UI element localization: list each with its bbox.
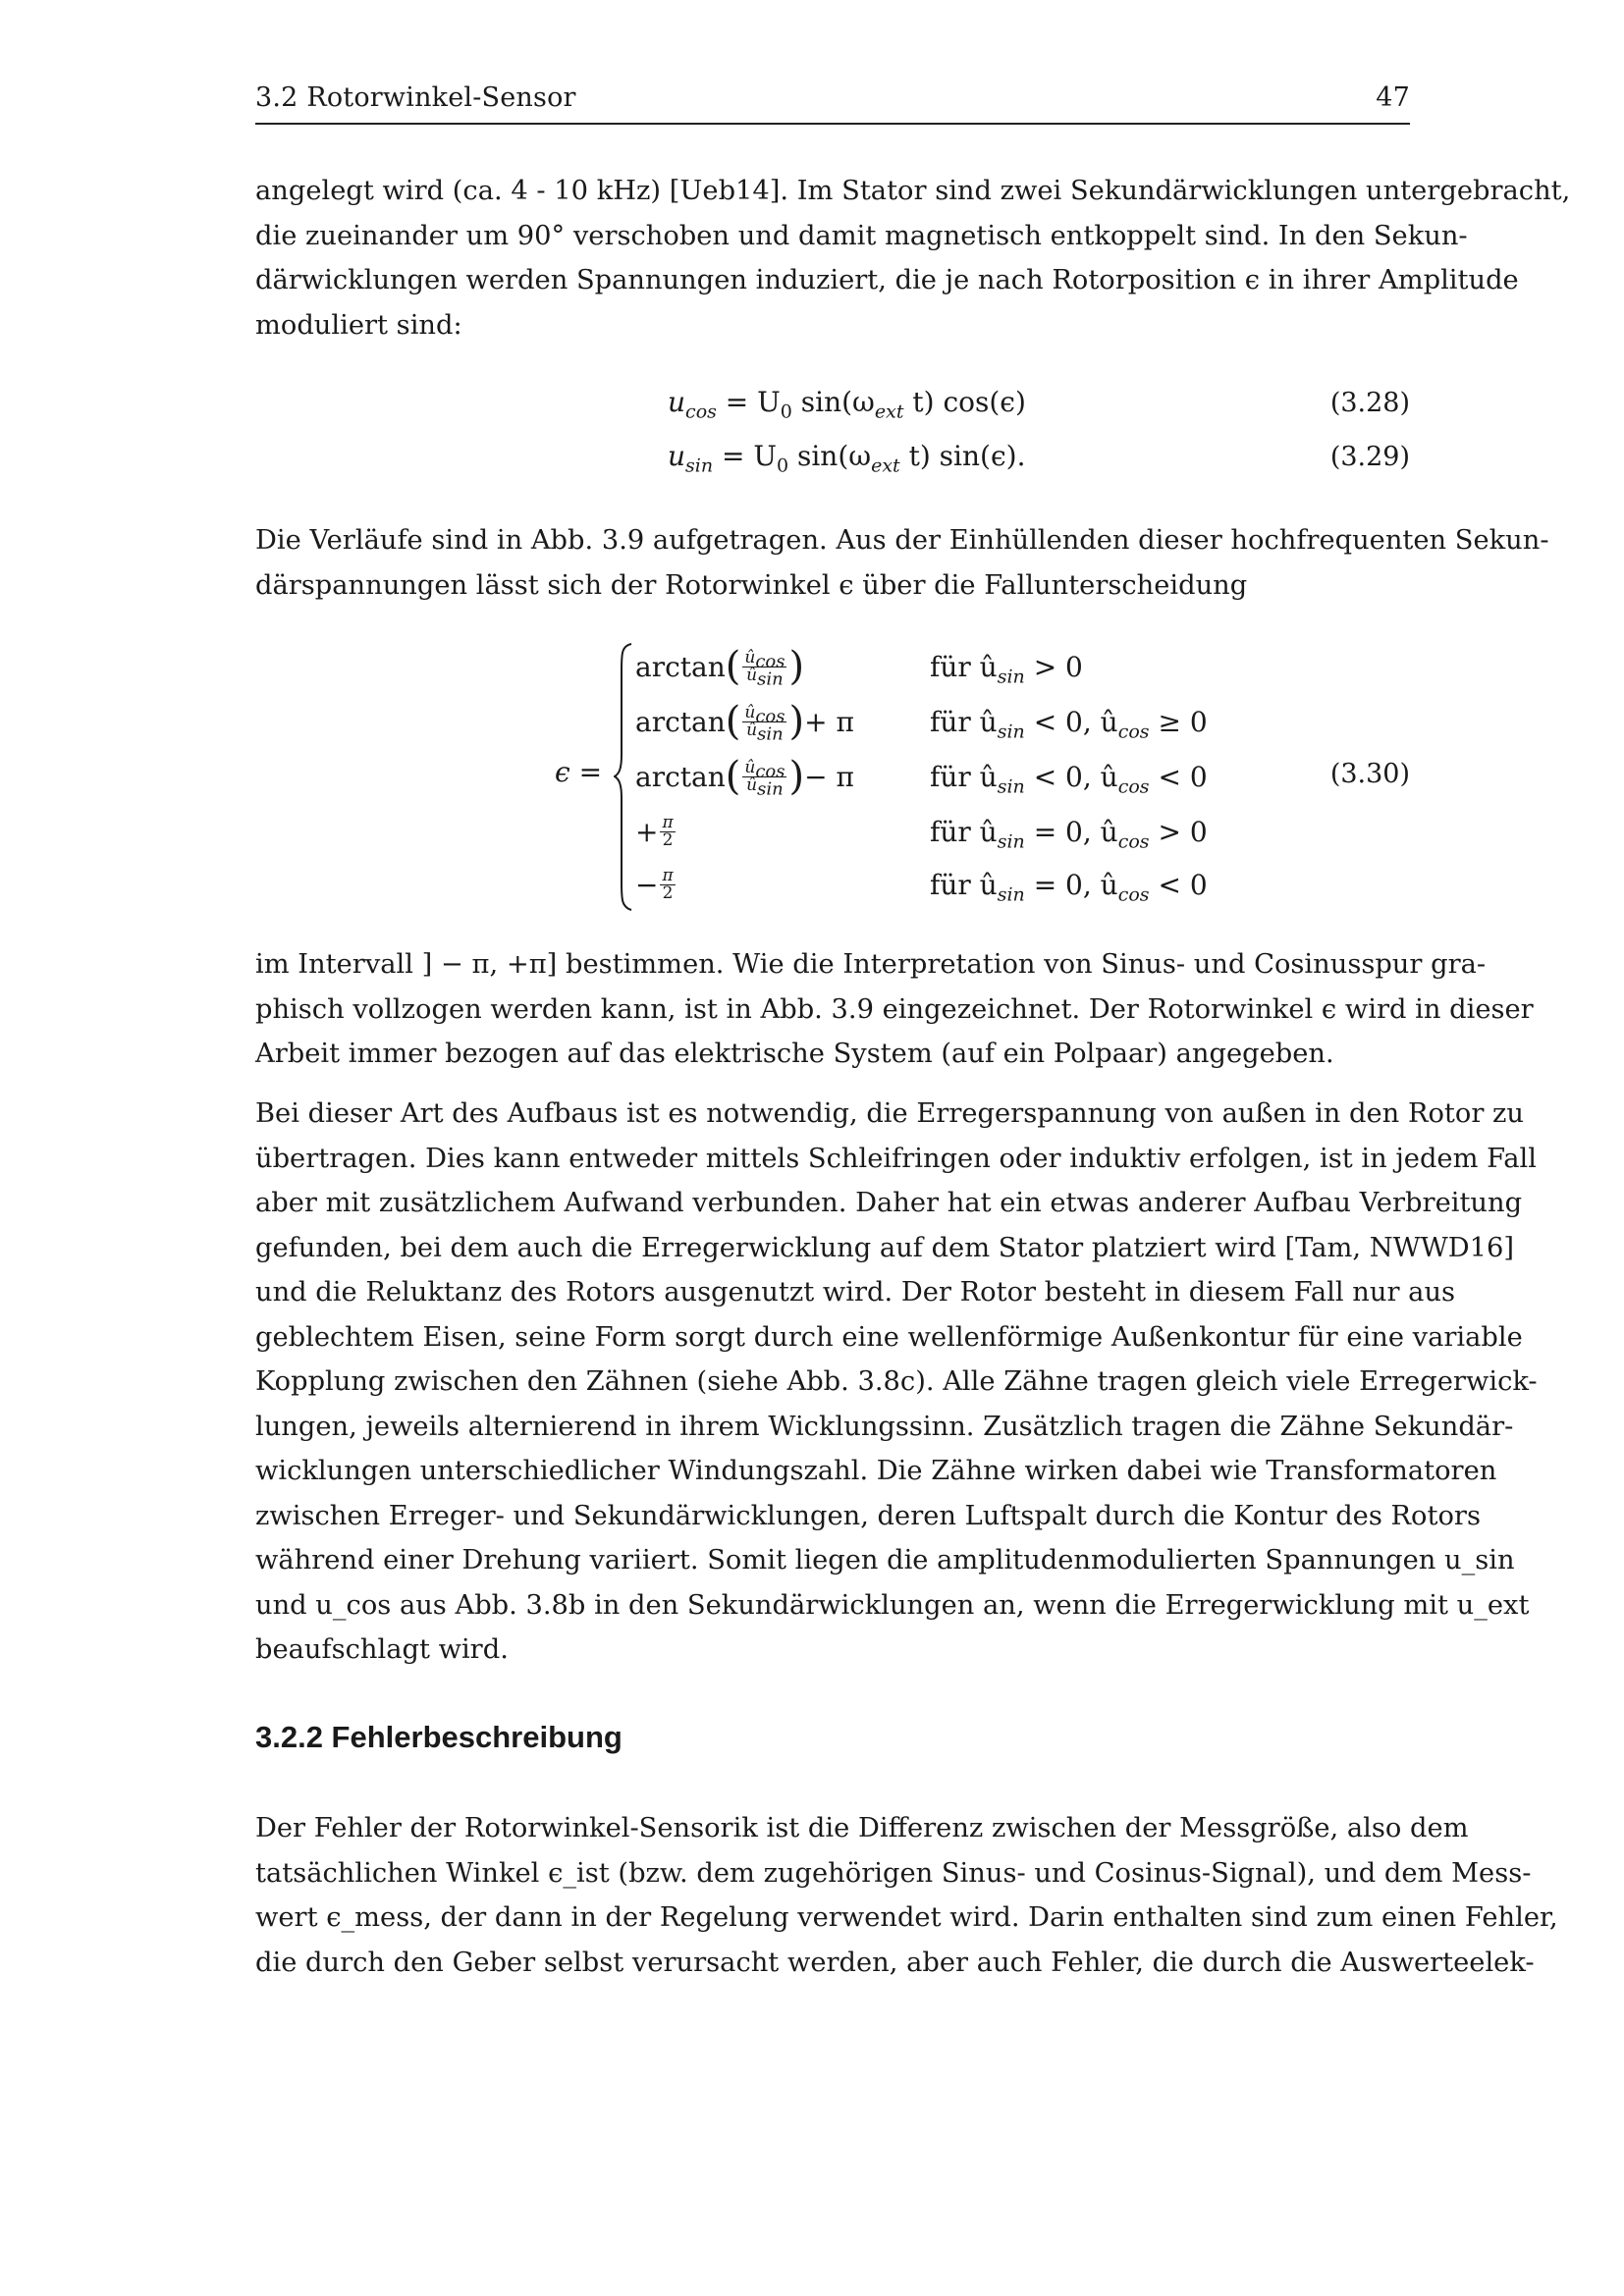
equation-lhs: ϵ = [555, 756, 603, 788]
text-line: aber mit zusätzlichem Aufwand verbunden. Daher hat ein etwas anderer Aufbau Verbreitung [255, 1188, 1523, 1218]
case-row-1: arctan ( $\frac{û_{cos}}{û_{sin}}$ ) für $û_{sin} > 0$ [635, 644, 1083, 689]
case-condition: für $û_{sin} = 0$, $û_{cos} > 0$ [930, 815, 1208, 853]
case-condition: für $û_{sin} > 0$ [930, 650, 1083, 688]
header-page-number: 47 [1376, 82, 1410, 113]
text-line: därwicklungen werden Spannungen induziert, die je nach Rotorposition ϵ in ihrer Amplitude [255, 265, 1519, 295]
header-section-title: 3.2 Rotorwinkel-Sensor [255, 82, 576, 113]
text-line: lungen, jeweils alternierend in ihrem Wicklungssinn. Zusätzlich tragen die Zähne Sekundär- [255, 1411, 1514, 1442]
text-line: Kopplung zwischen den Zähnen (siehe Abb. 3.8c). Alle Zähne tragen gleich viele Erregerwick- [255, 1366, 1538, 1397]
text-line: wicklungen unterschiedlicher Windungszahl. Die Zähne wirken dabei wie Transformatoren [255, 1456, 1497, 1486]
text-line: geblechtem Eisen, seine Form sorgt durch eine wellenförmige Außenkontur für eine variable [255, 1321, 1523, 1353]
header-rule [255, 123, 1410, 125]
text-line: phisch vollzogen werden kann, ist in Abb. 3.9 eingezeichnet. Der Rotorwinkel ϵ wird in dieser [255, 993, 1534, 1025]
text-line: tatsächlichen Winkel ϵ_ist (bzw. dem zugehörigen Sinus- und Cosinus-Signal), und dem Mess- [255, 1857, 1532, 1889]
text-line: gefunden, bei dem auch die Erregerwicklung auf dem Stator platziert wird [Tam, NWWD16] [255, 1232, 1515, 1263]
equation-3-28: $u_{cos} = U_0$ $\sin(\omega_{ext}$ t) cos(ϵ) [668, 386, 1026, 423]
equation-number-3-28: (3.28) [1329, 388, 1410, 418]
case-condition: für $û_{sin} < 0$, $û_{cos} \ge 0$ [930, 705, 1208, 743]
text-line: übertragen. Dies kann entweder mittels Schleifringen oder induktiv erfolgen, ist in jedem Fall [255, 1143, 1537, 1174]
text-line: Arbeit immer bezogen auf das elektrische System (auf ein Polpaar) angegeben. [255, 1039, 1334, 1069]
paragraph-5 [255, 1806, 1558, 1985]
left-brace-icon [614, 642, 633, 912]
equation-number-3-29: (3.29) [1329, 442, 1410, 472]
text-line: die durch den Geber selbst verursacht werden, aber auch Fehler, die durch die Auswerteelek- [255, 1947, 1535, 1978]
case-row-3: arctan ( $\frac{û_{cos}}{û_{sin}}$ ) − π für $û_{sin} < 0$, $û_{cos} < 0$ [635, 754, 1208, 799]
text-line: därspannungen lässt sich der Rotorwinkel ϵ über die Fallunterscheidung [255, 569, 1248, 601]
case-row-5: − $\frac{\pi}{2}$ für $û_{sin} = 0$, $û_{cos} < 0$ [635, 865, 1208, 906]
text-line: die zueinander um 90° verschoben und damit magnetisch entkoppelt sind. In den Sekun- [255, 220, 1468, 251]
case-condition: für $û_{sin} < 0$, $û_{cos} < 0$ [930, 760, 1208, 798]
text-line: wert ϵ_mess, der dann in der Regelung verwendet wird. Darin enthalten sind zum einen Fehler, [255, 1902, 1558, 1933]
text-line: beaufschlagt wird. [255, 1634, 509, 1665]
paragraph-3 [255, 942, 1534, 1077]
text-line: angelegt wird (ca. 4 - 10 kHz) [Ueb14]. Im Stator sind zwei Sekundärwicklungen untergebracht, [255, 176, 1571, 206]
text-line: und u_cos aus Abb. 3.8b in den Sekundärwicklungen an, wenn die Erregerwicklung mit u_ext [255, 1589, 1530, 1621]
text-line: moduliert sind: [255, 309, 462, 341]
section-heading: 3.2.2 Fehlerbeschreibung [255, 1720, 623, 1754]
paragraph-1 [255, 169, 1571, 347]
paragraph-4 [255, 1092, 1538, 1673]
running-header [255, 82, 1410, 113]
text-line: zwischen Erreger- und Sekundärwicklungen, deren Luftspalt durch die Kontur des Rotors [255, 1500, 1481, 1531]
equation-3-30 [555, 628, 1208, 923]
text-line: während einer Drehung variiert. Somit liegen die amplitudenmodulierten Spannungen u_sin [255, 1545, 1515, 1575]
text-line: und die Reluktanz des Rotors ausgenutzt wird. Der Rotor besteht in diesem Fall nur aus [255, 1277, 1456, 1308]
equation-number-3-30: (3.30) [1329, 759, 1410, 789]
text-line: Die Verläufe sind in Abb. 3.9 aufgetragen. Aus der Einhüllenden dieser hochfrequenten Sekun- [255, 525, 1549, 556]
case-row-2: arctan ( $\frac{û_{cos}}{û_{sin}}$ ) + π für $û_{sin} < 0$, $û_{cos} \ge 0$ [635, 699, 1208, 744]
text-line: Bei dieser Art des Aufbaus ist es notwendig, die Erregerspannung von außen in den Rotor zu [255, 1098, 1525, 1129]
case-condition: für $û_{sin} = 0$, $û_{cos} < 0$ [930, 868, 1208, 906]
paragraph-2 [255, 518, 1549, 608]
text-line: im Intervall ] − π, +π] bestimmen. Wie die Interpretation von Sinus- und Cosinusspur gra- [255, 949, 1487, 980]
equation-3-29: $u_{sin} = U_0$ $\sin(\omega_{ext}$ t) sin(ϵ). [668, 440, 1026, 477]
case-row-4: + $\frac{\pi}{2}$ für $û_{sin} = 0$, $û_{cos} > 0$ [635, 812, 1208, 853]
text-line: Der Fehler der Rotorwinkel-Sensorik ist die Differenz zwischen der Messgröße, also dem [255, 1813, 1469, 1843]
